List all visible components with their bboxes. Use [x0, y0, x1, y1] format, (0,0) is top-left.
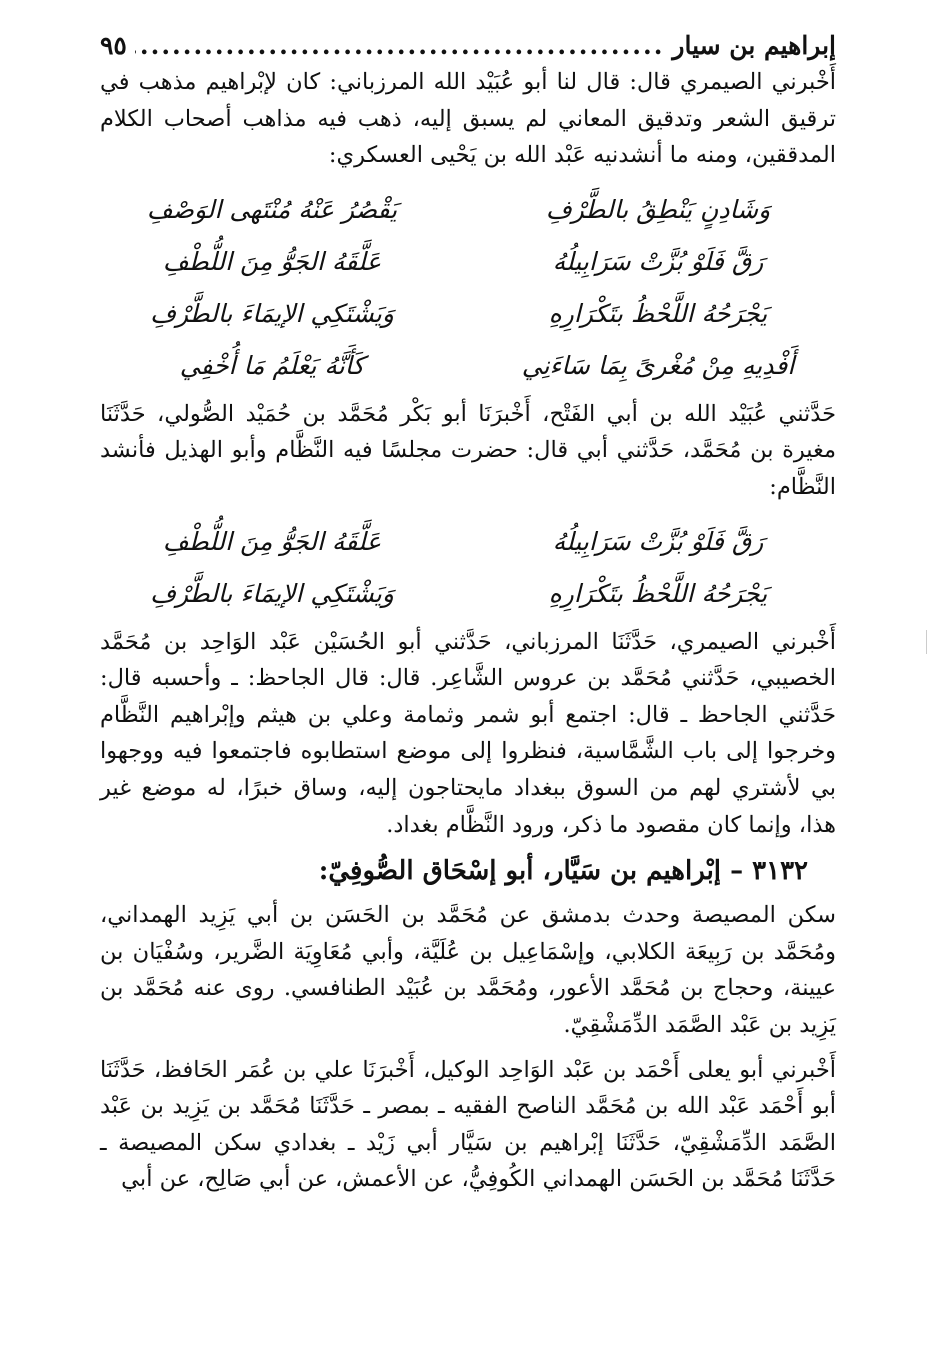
paragraph-biography: سكن المصيصة وحدث بدمشق عن مُحَمَّد بن الحَسَن بن أبي يَزِيد الهمداني، ومُحَمَّد بن رَبِيعَة الكلابي، وإسْمَاعِيل بن عُلَيَّة، وأبي مُعَاوِيَة الضَّرير، وسُفْيَان بن عيينة، وحجاج بن مُحَمَّد الأعور، ومُحَمَّد بن عُبَيْد الطنافسي. روى عنه مُحَمَّد بن يَزِيد بن عَبْد الصَّمَد الدِّمَشْقِيّ. — [100, 902, 836, 1038]
running-head-title: إبراهيم بن سيار — [672, 31, 836, 60]
verse-first-hemistich: وَشَادِنٍ يَنْطِقُ بالطَّرْفِ — [545, 194, 771, 224]
entry-heading: ٣١٣٢ – إبْراهيم بن سَيَّار، أبو إسْحَاق الصُّوفِيّ: — [318, 856, 808, 887]
verse-first-hemistich: يَجْرَحُهُ اللَّحْظُ بتَكْرَارِهِ — [548, 298, 768, 328]
paragraph-jahiz-report: أَخْبرني الصيمري، حَدَّثَنَا المرزباني، حَدَّثني أبو الحُسَيْن عَبْد الوَاحِد بن مُحَمَّد الخصيبي، حَدَّثني مُحَمَّد بن عروس الشَّاعِر. قال: قال الجاحظ: ـ وأحسبه قال: حَدَّثني الجاحظ ـ قال: اجتمع أبو شمر وثمامة وعلي بن هيثم وإبْراهيم النَّظَّام وخرجوا إلى باب الشَّمَّاسية، فنظروا إلى موضع استطابوه فاجتمعوا فيه ووجهوا بي لأشتري لهم من السوق ببغداد مايحتاجون إليه، وساق خبرًا، له موضع غير هذا، وإنما كان مقصود ما ذكر، ورود النَّظَّام بغداد. — [100, 628, 836, 838]
paragraph-isnad: أَخْبرني أبو يعلى أَحْمَد بن عَبْد الوَاحِد الوكيل، أَخْبرَنَا علي بن عُمَر الحَافظ، حَدَّثَنَا أبو أَحْمَد عَبْد الله بن مُحَمَّد الناصح الفقيه ـ بمصر ـ حَدَّثَنَا مُحَمَّد بن يَزِيد بن عَبْد الصَّمَد الدِّمَشْقِيّ، حَدَّثَنَا إبْراهيم بن سَيَّار أبي زَيْد ـ بغدادي سكن المصيصة ـ حَدَّثَنَا مُحَمَّد بن الحَسَن الهمداني الكُوفِيُّ، عن الأعمش، عن أبي صَالِح، عن أبي — [100, 1056, 836, 1193]
verse-second-hemistich: وَيَشْتَكِي الإيمَاءَ بالطَّرْفِ — [150, 298, 394, 328]
verse-first-hemistich: رَقَّ فَلَوْ بُزَّتْ سَرَابِيلُهُ — [552, 526, 764, 556]
verse-second-hemistich: يَقْصُرُ عَنْهُ مُنْتَهى الوَصْفِ — [146, 194, 398, 224]
page-number: ٩٥ — [100, 31, 127, 60]
leader-dots — [135, 28, 665, 64]
paragraph-spacer — [100, 1044, 836, 1052]
paragraph-ubaydallah-suli: حَدَّثني عُبَيْد الله بن أبي الفَتْح، أَخْبرَنَا أبو بَكْر مُحَمَّد بن حُمَيْد الصُّولي، حَدَّثَنَا مغيرة بن مُحَمَّد، حَدَّثني أبي قال: حضرت مجلسًا فيه النَّظَّام وأبو الهذيل فأنشد النَّظَّام: — [100, 400, 836, 500]
verse-second-hemistich: عَلَّقَهُ الجَوُّ مِنَ اللُّطْفِ — [162, 526, 382, 556]
verse-first-hemistich: يَجْرَحُهُ اللَّحْظُ بتَكْرَارِهِ — [548, 578, 768, 608]
poem-second — [100, 516, 836, 620]
poem-first — [100, 184, 836, 392]
verse-line — [100, 184, 836, 236]
verse-first-hemistich: رَقَّ فَلَوْ بُزَّتْ سَرَابِيلُهُ — [552, 246, 764, 276]
running-head — [100, 28, 836, 64]
paragraph-saymari-marzubani: أَخْبرني الصيمري قال: قال لنا أبو عُبَيْد الله المرزباني: كان لإبْراهيم مذهب في ترقيق الشعر وتدقيق المعاني لم يسبق إليه، ذهب فيه مذاهب أصحاب الكلام المدققين، ومنه ما أنشدنيه عَبْد الله بن يَحْيى العسكري: — [100, 69, 836, 169]
verse-line — [100, 288, 836, 340]
verse-second-hemistich: وَيَشْتَكِي الإيمَاءَ بالطَّرْفِ — [150, 578, 394, 608]
verse-line — [100, 516, 836, 568]
verse-line — [100, 340, 836, 392]
verse-second-hemistich: عَلَّقَهُ الجَوُّ مِنَ اللُّطْفِ — [162, 246, 382, 276]
verse-second-hemistich: كَأَنَّهُ يَعْلَمُ مَا أُخْفِي — [179, 350, 365, 380]
verse-line — [100, 568, 836, 620]
verse-line — [100, 236, 836, 288]
verse-first-hemistich: أَفْدِيهِ مِنْ مُغْرىً بِمَا سَاءَنِي — [521, 350, 795, 380]
margin-mark — [926, 630, 927, 654]
book-page — [100, 28, 836, 1198]
